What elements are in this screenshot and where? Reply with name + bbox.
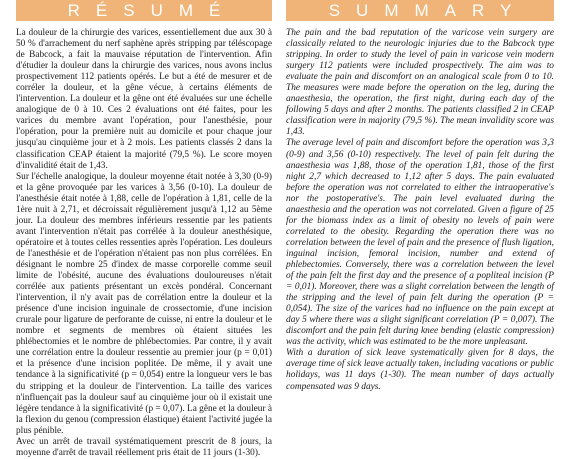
resume-banner bbox=[16, 0, 272, 21]
resume-paragraph: Avec un arrêt de travail systématiquement prescrit de 8 jours, la moyenne d'arrêt de travail réellement pris était de 11 jours (1-30). bbox=[16, 436, 272, 458]
summary-column bbox=[286, 0, 554, 400]
summary-banner bbox=[286, 0, 554, 21]
summary-paragraph: With a duration of sick leave systematically given for 8 days, the average time of sick leave actually taken, including vacations or public holidays, was 11 days (1-30). The mean number of days actually compensated was 9 days. bbox=[286, 348, 554, 392]
resume-column bbox=[16, 0, 272, 458]
summary-paragraph: The average level of pain and discomfort before the operation was 3,3 (0-9) and 3,56 (0-10) respectively. The level of pain felt during the anaesthesia was 1,88, those of the operation 1,81, those of the first night 2,7 which decreased to 1,12 after 5 days. The pain evaluated before the operation was not correlated to either the intraoperative's nor the postoperative's. The pain level evaluated during the anaesthesia and the operation was not correlated. Given a figure of 25 for the biomass index as a limit of obesity no levels of pain were correlated to the obesity. Regarding the operation there was no correlation between the level of pain and the presence of flush ligation, inguinal incision, femoral incision, number and extend of phlebectomies. Conversely, there was a correlation between the level of the pain felt the first day and the presence of a popliteal incision (P = 0,01). Moreover, there was a slight correlation between the length of the stripping and the level of pain felt during the operation (P = 0,054). The size of the varices had no influence on the pain except at day 5 where there was a slight significant correlation (P = 0,007). The discomfort and the pain felt during knee bending (elastic compression) was the activity, which was estimated to be the more unpleasant. bbox=[286, 138, 554, 348]
resume-paragraph: La douleur de la chirurgie des varices, essentiellement due aux 30 à 50 % d'arrachement du nerf saphène après stripping par téléscopage de Babcock, a fait la mauvaise réputation de l'intervention. Afin d'étudier la douleur dans la chirurgie des varices, nous avons inclus prospectivement 112 patients opérés. Le but a été de mesurer et de corréler la douleur, et la gêne vécue, à certains éléments de l'intervention. La douleur et la gêne ont été évaluées sur une échelle analogique de 0 à 10. Ces 2 évaluations ont été faites, pour les varices du membre avant l'opération, pour l'anesthésie, pour l'opération, pour la première nuit au domicile et pour chaque jour jusqu'au cinquième jour et à 2 mois. Les patients classés 2 dans la classification CEAP étaient la majorité (79,5 %). Le score moyen d'invalidité était de 1,43. bbox=[16, 28, 272, 171]
resume-heading: RÉSUMÉ bbox=[67, 1, 237, 20]
resume-paragraph: Sur l'échelle analogique, la douleur moyenne était notée à 3,30 (0-9) et la gêne provoquée par les varices à 3,56 (0-10). La douleur de l'anesthésie était notée à 1,88, celle de l'opération à 1,81, celle de la 1ère nuit à 2,71, et décroissait régulièrement jusqu'à 1,12 au 5ème jour. La douleur des membres inférieurs ressentie par les patients avant l'intervention n'était pas corrélée à la douleur anesthésique, opératoire et à toutes celles ressenties après l'opération. Les douleurs de l'anesthésie et de l'opération n'étaient pas non plus corrélées. En désignant le nombre 25 d'index de masse corporelle comme seuil limite de l'obésité, aucune des évaluations douloureuses n'était corrélée aux patients présentant un excès pondéral. Concernant l'intervention, il n'y avait pas de corrélation entre la douleur et la présence d'une incision inguinale de crossectomie, d'une incision crurale pour ligature de perforante de cuisse, ni entre la douleur et le nombre et segments de membres où étaient situées les phlébectomies et le nombre de phlébectomies. Par contre, il y avait une corrélation entre la douleur ressentie au premier jour (p = 0,01) et la présence d'une incision poplitée. De même, il y avait une tendance à la significativité (p = 0,054) entre la longueur vers le bas du stripping et la douleur de l'intervention. La taille des varices n'influençait pas la douleur sauf au cinquième jour où il existait une légère tendance à la significativité (p = 0,07). La gêne et la douleur à la flexion du genou (compression élastique) étaient l'activité jugée la plus pénible. bbox=[16, 171, 272, 436]
resume-body bbox=[16, 28, 272, 459]
summary-paragraph: The pain and the bad reputation of the varicose vein surgery are classically related to the neurologic injuries due to the Babcock type stripping. In order to study the level of pain in varicose vein modern surgery 112 patients were included prospectively. The aim was to evaluate the pain and discomfort on an analogical scale from 0 to 10. The measures were made before the operation on the leg, during the anaesthesia, the operation, the first night, during each day of the following 5 days and after 2 months. The patients classified 2 in CEAP classification were in majority (79,5 %). The mean invalidity score was 1,43. bbox=[286, 28, 554, 138]
summary-body bbox=[286, 28, 554, 393]
summary-heading: SUMMARY bbox=[328, 1, 528, 20]
